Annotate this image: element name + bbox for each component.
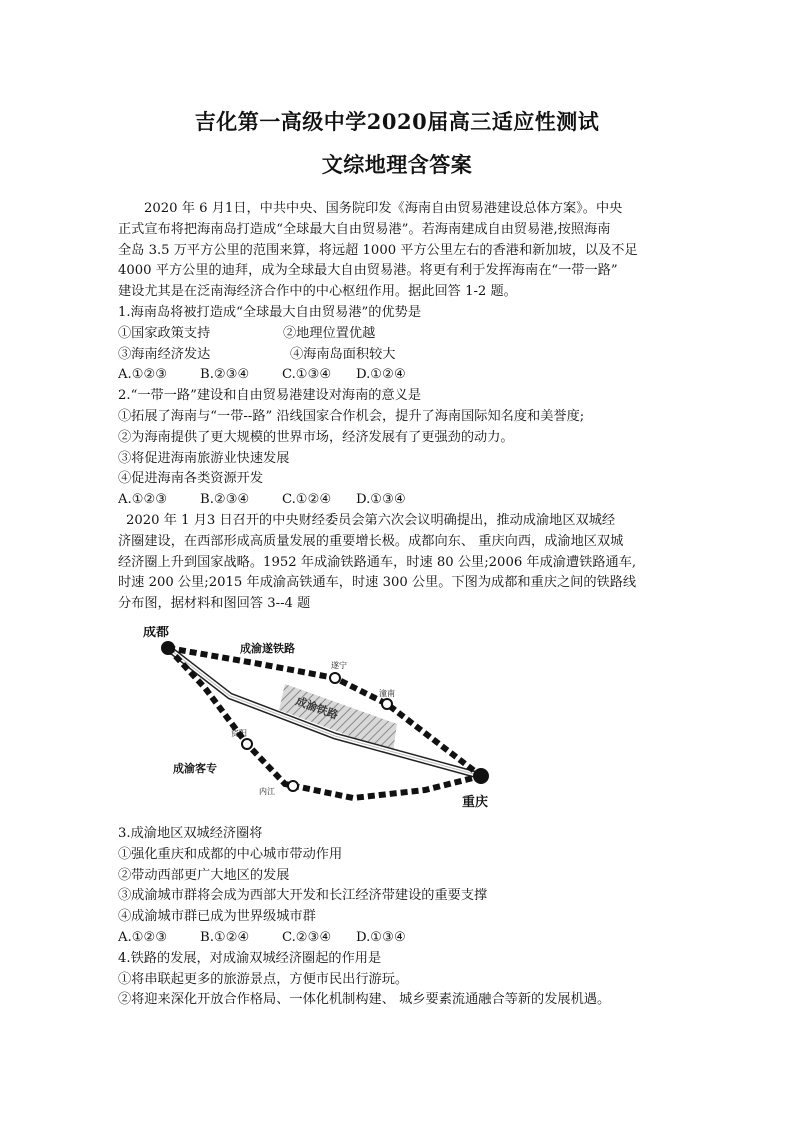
station-suining-marker (330, 673, 340, 683)
q2-item: ①拓展了海南与“一带--路” 沿线国家合作机会，提升了海南国际知名度和美誉度; (118, 408, 585, 424)
q1-choice-a: A.①②③ (118, 367, 168, 383)
q1-choice-c: C.①③④ (282, 367, 332, 383)
label-railway-south: 成渝客专 (173, 762, 217, 775)
q1-stem: 1.海南岛将被打造成“全球最大自由贸易港”的优势是 (118, 304, 422, 320)
passage2-line: 2020 年 1 月3 日召开的中央财经委员会第六次会议明确提出，推动成渝地区双城经 (126, 512, 616, 528)
exam-subtitle: 文综地理含答案 (321, 152, 473, 177)
passage2-line: 时速 200 公里;2015 年成渝高铁通车，时速 300 公里。下图为成都和重庆之间的铁路线 (118, 575, 637, 591)
label-railway-middle: 成渝铁路 (293, 694, 340, 722)
q1-choices (118, 365, 678, 386)
label-railway-north: 成渝遂铁路 (240, 642, 295, 655)
q1-items-row (118, 324, 678, 345)
q2-choices (118, 490, 678, 511)
passage2-line: 经济圈上升到国家战略。1952 年成渝铁路通车，时速 80 公里;2006 年成渝遭铁路通车, (118, 554, 637, 570)
station-neijiang-marker (288, 781, 298, 791)
q4-item: ①将串联起更多的旅游景点，方便市民出行游玩。 (118, 971, 409, 987)
q3-item: ④成渝城市群已成为世界级城市群 (118, 909, 316, 925)
q3-item: ②带动西部更广大地区的发展 (118, 867, 290, 883)
railway-map (135, 626, 505, 816)
passage1-line: 2020 年 6 月1日，中共中央、国务院印发《海南自由贸易港建设总体方案》。中央 (144, 201, 623, 216)
q1-item: ③海南经济发达 (118, 346, 211, 362)
city-chengdu-marker (161, 641, 175, 655)
label-neijiang: 内江 (259, 787, 275, 796)
q3-stem: 3.成渝地区双城经济圈将 (118, 826, 263, 841)
q3-item: ①强化重庆和成都的中心城市带动作用 (118, 846, 343, 862)
q3-choice-a: A.①②③ (118, 929, 168, 945)
passage1-line: 全岛 3.5 万平方公里的范围来算，将远超 1000 平方公里左右的香港和新加坡，以及不足 (118, 242, 638, 258)
passage2-line: 分布图，据材料和图回答 3--4 题 (118, 596, 311, 612)
station-ziyang-marker (242, 739, 252, 749)
q1-item: ①国家政策支持 (118, 325, 211, 341)
passage1-line: 正式宣布将把海南岛打造成“全球最大自由贸易港”。若海南建成自由贸易港,按照海南 (118, 221, 611, 237)
label-suining: 遂宁 (331, 661, 347, 670)
q2-choice-d: D.①③④ (356, 492, 406, 508)
passage1-line: 4000 平方公里的迪拜，成为全球最大自由贸易港。将更有利于发挥海南在“一带一路” (118, 263, 618, 279)
station-tongnan-marker (382, 699, 392, 709)
q3-choices (118, 928, 678, 949)
passage2-line: 济圈建设，在西部形成高质量发展的重要增长极。成都向东、 重庆向西，成渝地区双城 (118, 533, 624, 549)
q3-choice-c: C.②③④ (282, 929, 332, 945)
q2-stem: 2.“一带一路”建设和自由贸易港建设对海南的意义是 (118, 388, 422, 404)
passage1-line: 建设尤其是在泛南海经济合作中的中心枢纽作用。据此回答 1-2 题。 (118, 284, 517, 300)
q2-item: ②为海南提供了更大规模的世界市场，经济发展有了更强劲的动力。 (118, 429, 514, 445)
q1-choice-b: B.②③④ (200, 367, 250, 383)
q1-choice-d: D.①②④ (356, 367, 406, 383)
lower-text-block (118, 824, 678, 1011)
q2-item: ④促进海南各类资源开发 (118, 471, 264, 487)
label-chongqing: 重庆 (462, 795, 489, 810)
q1-item: ④海南岛面积较大 (290, 346, 396, 362)
exam-title: 吉化第一高级中学2020届高三适应性测试 (194, 109, 600, 134)
q3-choice-d: D.①③④ (356, 929, 406, 945)
q2-item: ③将促进海南旅游业快速发展 (118, 450, 290, 466)
q2-choice-a: A.①②③ (118, 492, 168, 508)
q4-item: ②将迎来深化开放合作格局、一体化机制构建、 城乡要素流通融合等新的发展机遇。 (118, 992, 611, 1008)
q3-item: ③成渝城市群将会成为西部大开发和长江经济带建设的重要支撑 (118, 888, 488, 904)
label-chengdu: 成都 (143, 626, 170, 640)
city-chongqing-marker (473, 768, 489, 784)
label-tongnan: 潼南 (379, 689, 395, 698)
q3-choice-b: B.①②④ (200, 929, 250, 945)
q1-items-row (118, 345, 678, 366)
upper-text-block (118, 199, 678, 615)
q1-item: ②地理位置优越 (283, 325, 376, 341)
q2-choice-b: B.②③④ (200, 492, 250, 508)
q4-stem: 4.铁路的发展，对成渝双城经济圈起的作用是 (118, 950, 382, 966)
q2-choice-c: C.①②④ (282, 492, 332, 508)
label-ziyang: 资阳 (231, 729, 247, 738)
